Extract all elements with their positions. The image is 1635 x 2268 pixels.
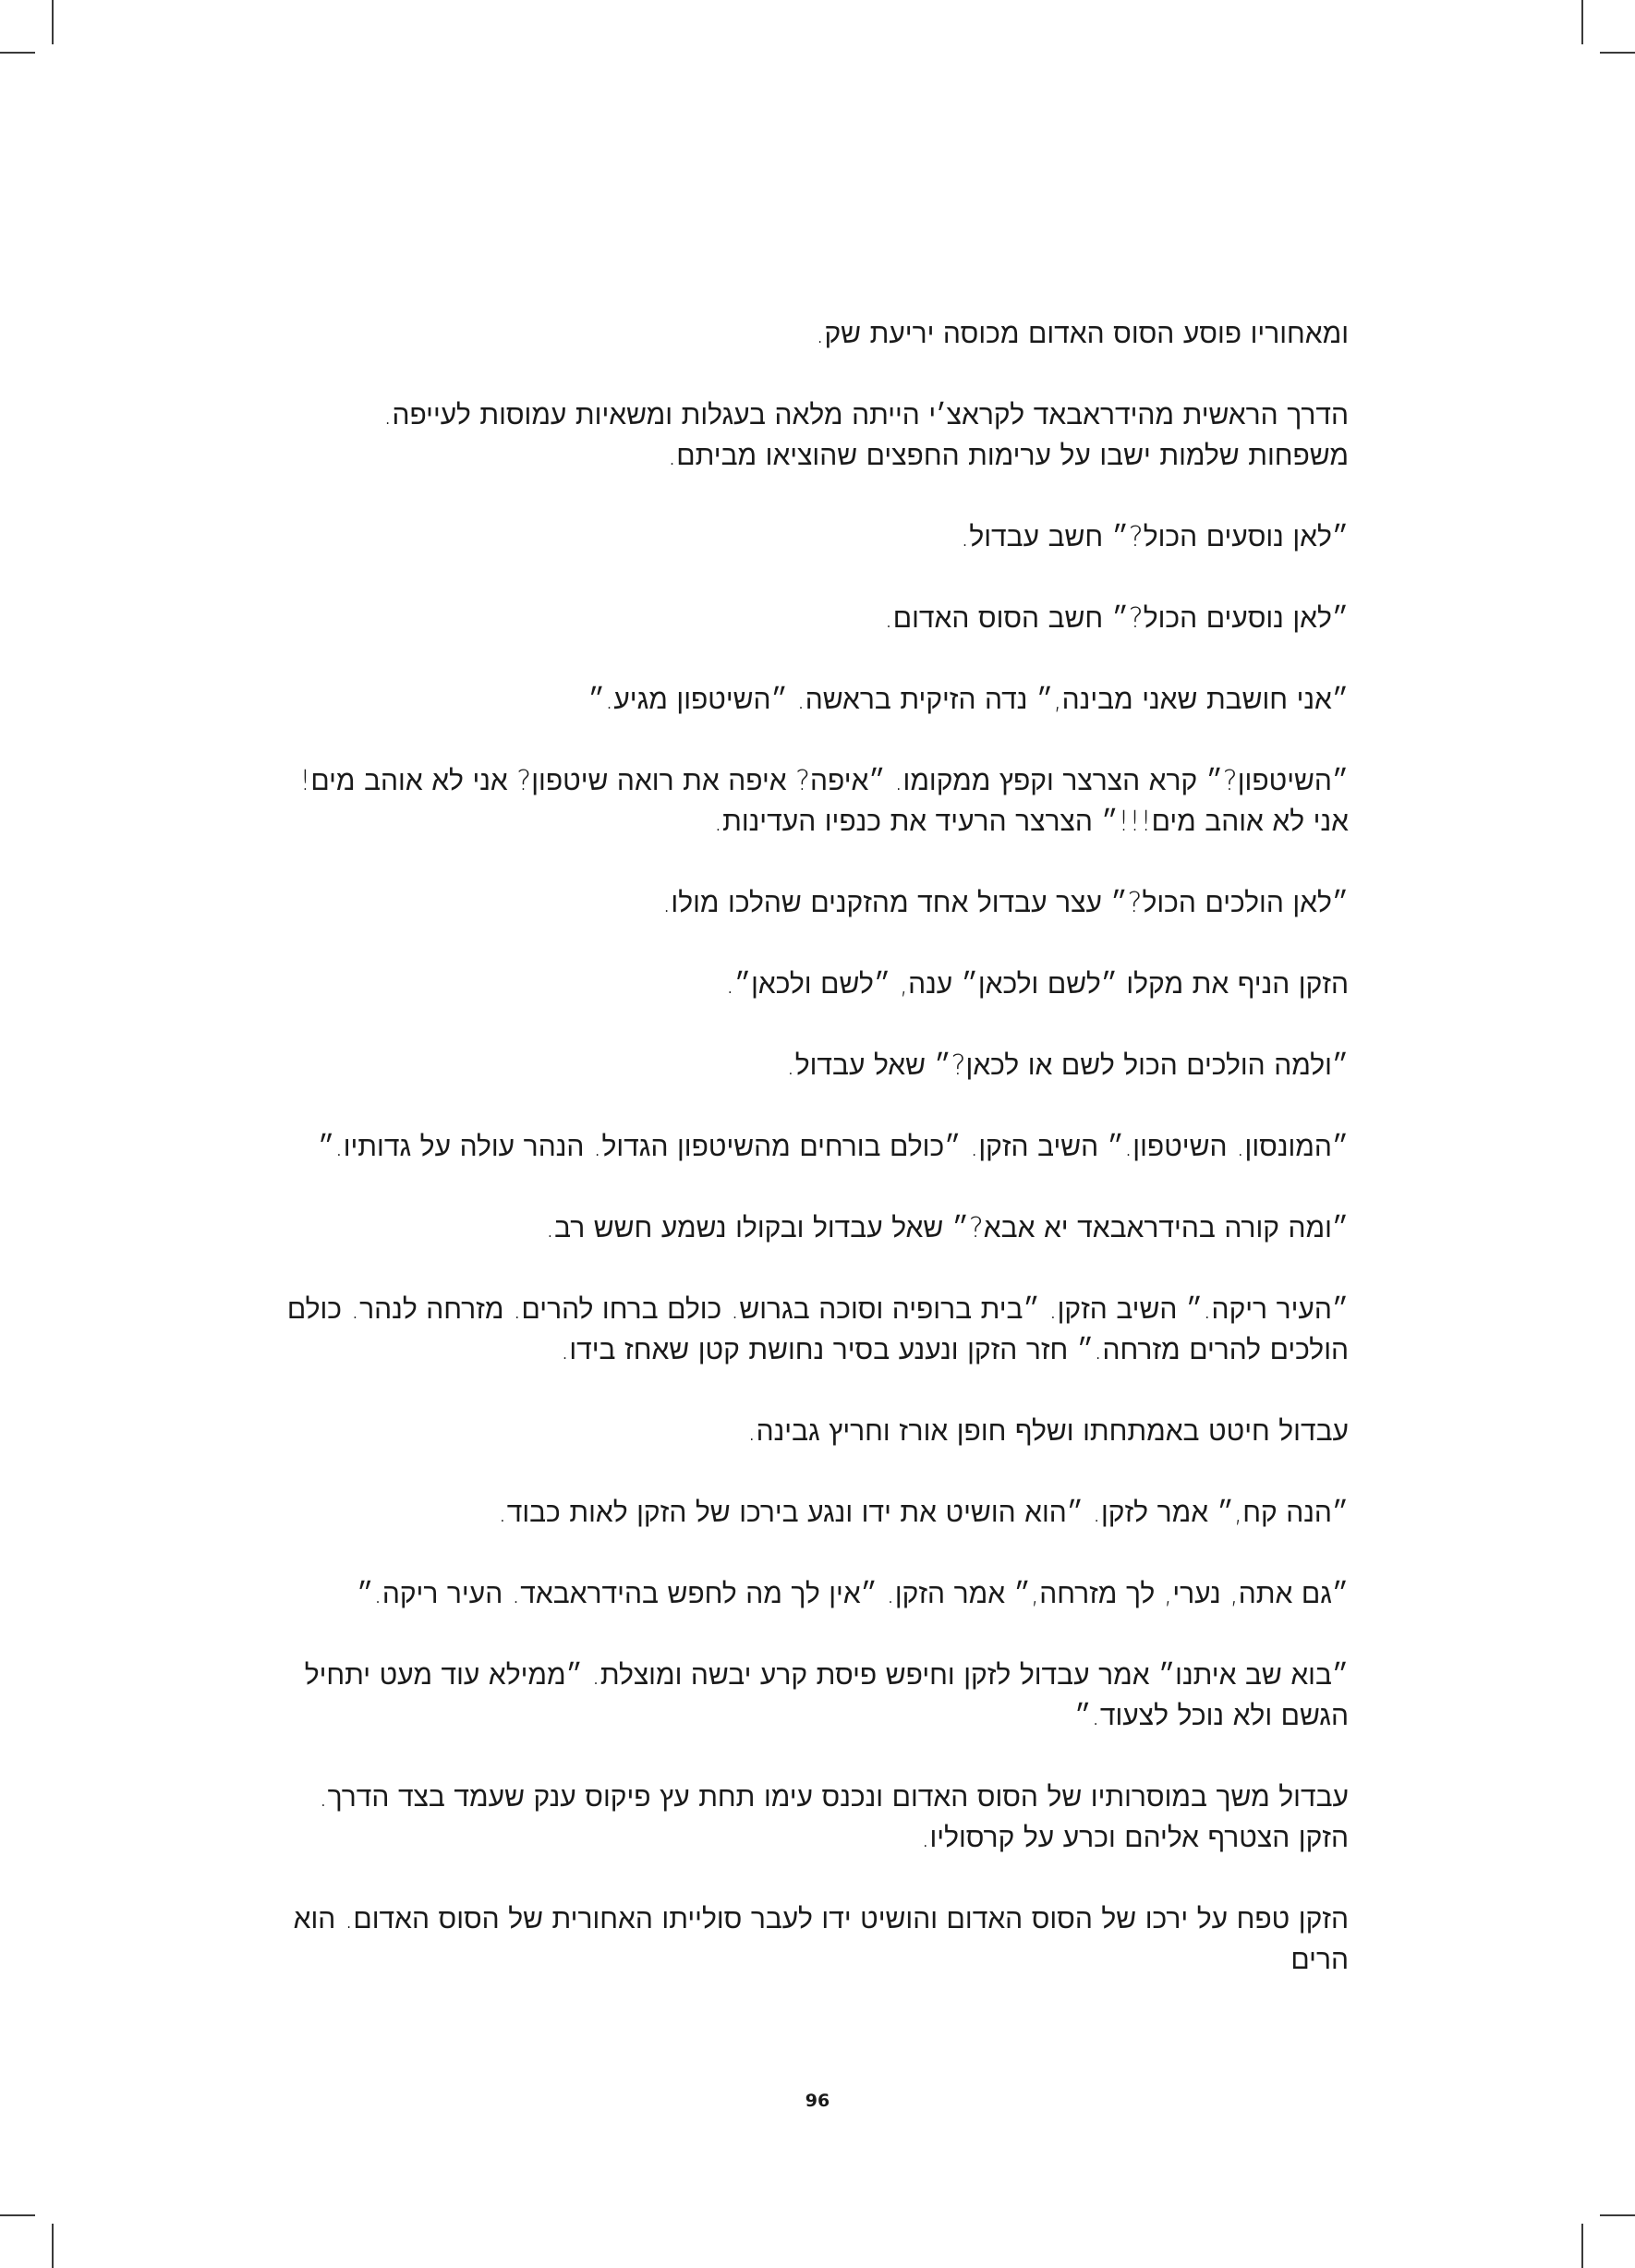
paragraph: עבדול משך במוסרותיו של הסוס האדום ונכנס עימו תחת עץ פיקוס ענק שעמד בצד הדרך. הזקן הצטרף אליהם וכרע על קרסוליו. [319, 1781, 1349, 1854]
paragraph: ״גם אתה, נערי, לך מזרחה,״ אמר הזקן. ״אין לך מה לחפש בהידראבאד. העיר ריקה.״ [357, 1578, 1349, 1610]
crop-mark-bottom-right-horizontal [1600, 2214, 1635, 2216]
crop-mark-bottom-right-vertical [1581, 2224, 1583, 2268]
body-text [285, 314, 1349, 2021]
paragraph: ״לאן הולכים הכול?״ עצר עבדול אחד מהזקנים שהלכו מולו. [661, 887, 1349, 919]
paragraph: הזקן טפח על ירכו של הסוס האדום והושיט ידו לעבר סולייתו האחורית של הסוס האדום. הוא הרים [293, 1903, 1349, 1976]
crop-mark-bottom-left-horizontal [0, 2214, 35, 2216]
crop-mark-top-right-vertical [1581, 0, 1583, 44]
paragraph: ״אני חושבת שאני מבינה,״ נדה הזיקית בראשה. ״השיטפון מגיע.״ [587, 684, 1349, 716]
page-number: 96 [805, 2091, 830, 2111]
paragraph: הזקן הניף את מקלו ״לשם ולכאן״ ענה, ״לשם ולכאן״. [725, 968, 1349, 1001]
paragraph: ״ולמה הולכים הכול לשם או לכאן?״ שאל עבדול. [786, 1049, 1349, 1082]
crop-mark-top-left-vertical [52, 0, 54, 44]
paragraph: ״המונסון. השיטפון.״ השיב הזקן. ״כולם בורחים מהשיטפון הגדול. הנהר עולה על גדותיו.״ [318, 1131, 1349, 1163]
paragraph: עבדול חיטט באמתחתו ושלף חופן אורז וחריץ גבינה. [747, 1415, 1349, 1448]
paragraph: ״בוא שב איתנו״ אמר עבדול לזקן וחיפש פיסת קרע יבשה ומוצלת. ״ממילא עוד מעט יתחיל הגשם ולא נוכל לצעוד.״ [304, 1659, 1349, 1732]
paragraph: ״העיר ריקה.״ השיב הזקן. ״בית ברופיה וסוכה בגרוש. כולם ברחו להרים. מזרחה לנהר. כולם הולכים להרים מזרחה.״ חזר הזקן ונענע בסיר נחושת קטן שאחז בידו. [286, 1293, 1349, 1366]
paragraph: הדרך הראשית מהידראבאד לקראצ׳י הייתה מלאה בעגלות ומשאיות עמוסות לעייפה. משפחות שלמות ישבו על ערימות החפצים שהוציאו מביתם. [382, 399, 1349, 472]
paragraph: ומאחוריו פוסע הסוס האדום מכוסה יריעת שק. [815, 318, 1349, 350]
crop-mark-bottom-left-vertical [52, 2224, 54, 2268]
crop-mark-top-right-horizontal [1600, 52, 1635, 54]
paragraph: ״הנה קח,״ אמר לזקן. ״הוא הושיט את ידו ונגע בירכו של הזקן לאות כבוד. [498, 1497, 1349, 1529]
paragraph: ״לאן נוסעים הכול?״ חשב עבדול. [960, 521, 1349, 553]
paragraph: ״לאן נוסעים הכול?״ חשב הסוס האדום. [884, 602, 1349, 635]
crop-mark-top-left-horizontal [0, 52, 35, 54]
paragraph: ״ומה קורה בהידראבאד יא אבא?״ שאל עבדול ובקולו נשמע חשש רב. [545, 1212, 1349, 1244]
paragraph: ״השיטפון?״ קרא הצרצר וקפץ ממקומו. ״איפה? איפה את רואה שיטפון? אני לא אוהב מים! אני לא אוהב מים!!!״ הצרצר הרעיד את כנפיו העדינות. [299, 765, 1349, 838]
